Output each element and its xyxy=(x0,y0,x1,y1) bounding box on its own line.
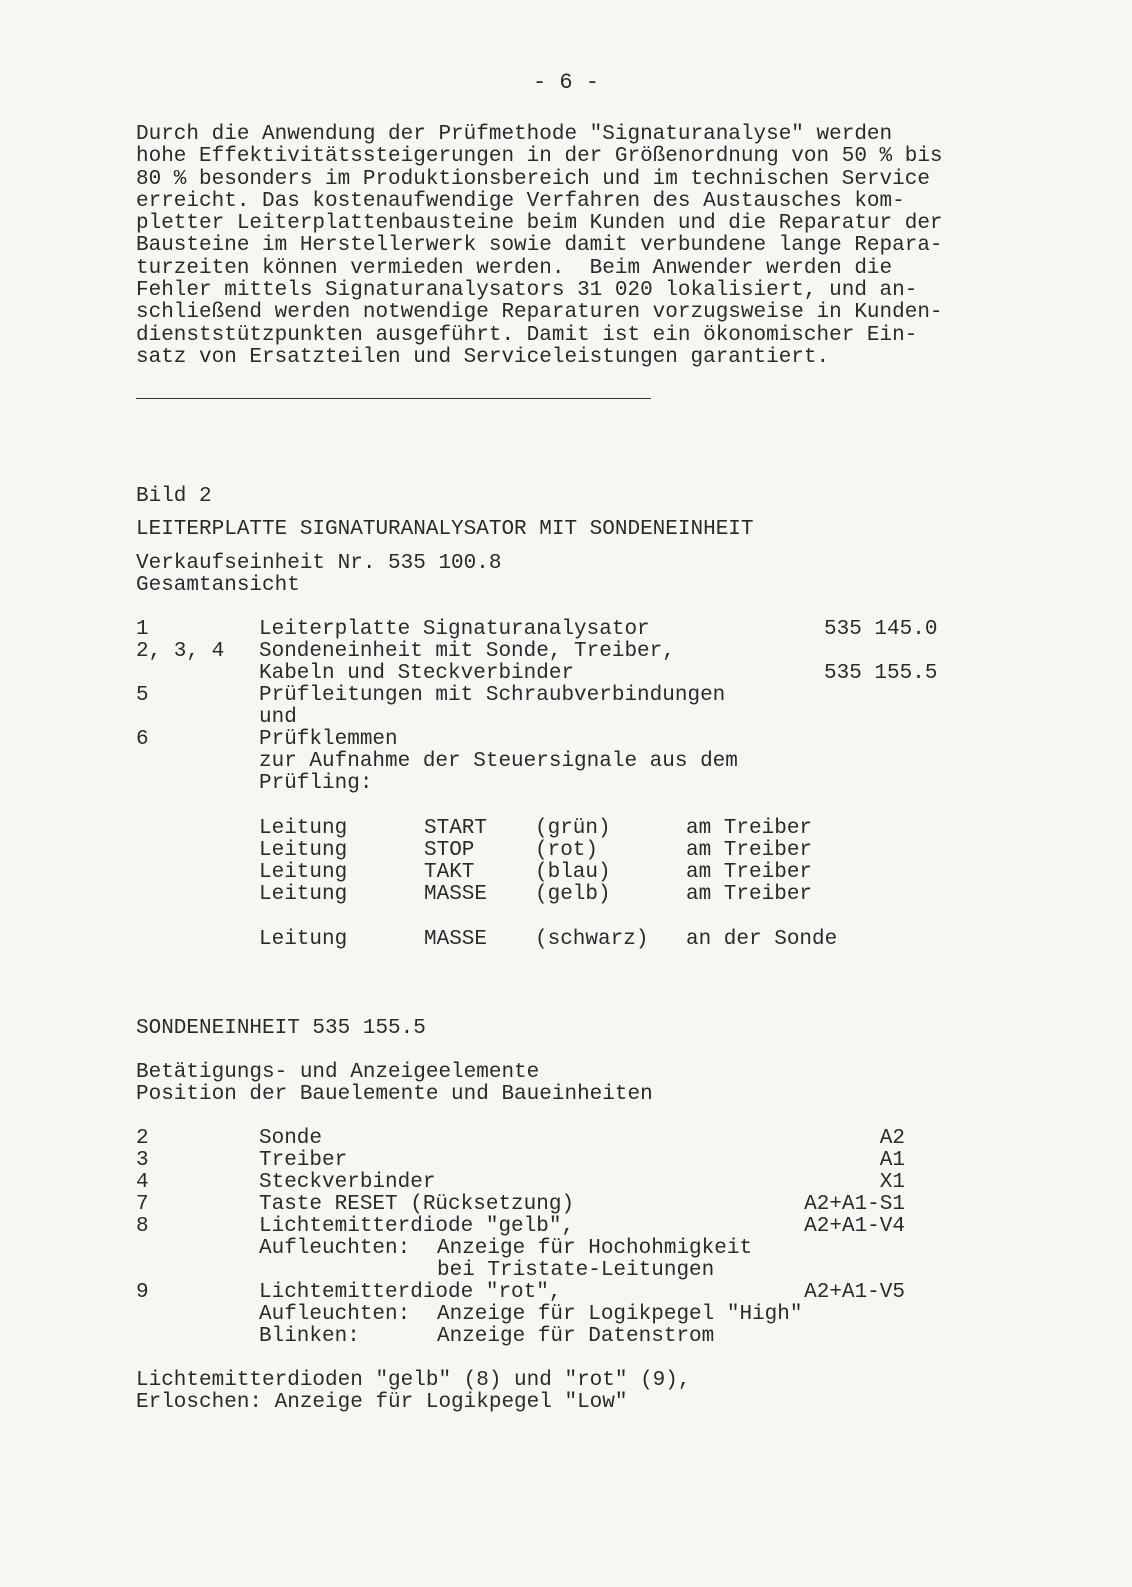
part-desc: Sondeneinheit mit Sonde, Treiber, xyxy=(259,640,675,663)
led-state-text: Anzeige für Logikpegel "High" xyxy=(437,1303,803,1326)
component-ref: A2+A1-V4 xyxy=(804,1215,905,1238)
part-number: 535 155.5 xyxy=(824,662,938,685)
paragraph-line: hohe Effektivitätssteigerungen in der Größenordnung von 50 % bis xyxy=(136,145,943,169)
leitung-location: am Treiber xyxy=(686,861,813,884)
leitung-label: Leitung xyxy=(259,817,348,840)
leitung-label: Leitung xyxy=(259,928,348,951)
paragraph-line: Durch die Anwendung der Prüfmethode "Signaturanalyse" werden xyxy=(136,123,893,146)
figure-title: LEITERPLATTE SIGNATURANALYSATOR MIT SONDENEINHEIT xyxy=(136,518,754,541)
part-desc: Prüfleitungen mit Schraubverbindungen xyxy=(259,684,726,707)
section-subtitle: Betätigungs- und Anzeigeelemente xyxy=(136,1061,540,1084)
component-ref: X1 xyxy=(879,1171,905,1194)
section-divider xyxy=(136,398,651,399)
part-desc: Prüfklemmen xyxy=(259,728,398,751)
leitung-color: (blau) xyxy=(535,861,611,884)
component-desc: Taste RESET (Rücksetzung) xyxy=(259,1193,575,1216)
footer-note: Erloschen: Anzeige für Logikpegel "Low" xyxy=(136,1391,628,1414)
part-pos: 6 xyxy=(136,728,149,751)
section-subtitle: Position der Bauelemente und Baueinheiten xyxy=(136,1083,653,1106)
leitung-signal: MASSE xyxy=(424,883,488,906)
part-desc: Leiterplatte Signaturanalysator xyxy=(259,618,650,641)
part-pos: 1 xyxy=(136,618,149,641)
part-desc: und xyxy=(259,706,297,729)
led-state-text: Anzeige für Datenstrom xyxy=(437,1325,715,1348)
paragraph-line: Bausteine im Herstellerwerk sowie damit verbundene lange Repara- xyxy=(136,234,943,258)
led-state-label: Aufleuchten: xyxy=(259,1237,411,1260)
component-pos: 8 xyxy=(136,1215,149,1238)
component-ref: A2+A1-V5 xyxy=(804,1281,905,1304)
leitung-signal: STOP xyxy=(424,839,475,862)
leitung-signal: TAKT xyxy=(424,861,475,884)
part-pos: 5 xyxy=(136,684,149,707)
led-state-label: Aufleuchten: xyxy=(259,1303,411,1326)
part-desc: zur Aufnahme der Steuersignale aus dem xyxy=(259,750,738,773)
paragraph-line: satz von Ersatzteilen und Serviceleistungen garantiert. xyxy=(136,345,830,369)
footer-note: Lichtemitterdioden "gelb" (8) und "rot" (9), xyxy=(136,1369,691,1392)
leitung-location: am Treiber xyxy=(686,839,813,862)
component-desc: Sonde xyxy=(259,1127,323,1150)
paragraph-line: Fehler mittels Signaturanalysators 31 020 lokalisiert, und an- xyxy=(136,279,918,303)
figure-label: Bild 2 xyxy=(136,485,212,508)
component-desc: Lichtemitterdiode "rot", xyxy=(259,1281,562,1304)
intro-paragraph xyxy=(136,124,1016,369)
leitung-location: am Treiber xyxy=(686,883,813,906)
paragraph-line: dienststützpunkten ausgeführt. Damit ist ein ökonomischer Ein- xyxy=(136,323,918,347)
led-state-text: Anzeige für Hochohmigkeit xyxy=(437,1237,753,1260)
component-ref: A1 xyxy=(879,1149,905,1172)
leitung-label: Leitung xyxy=(259,883,348,906)
led-state-text: bei Tristate-Leitungen xyxy=(437,1259,715,1282)
component-pos: 7 xyxy=(136,1193,149,1216)
component-desc: Steckverbinder xyxy=(259,1171,436,1194)
component-pos: 9 xyxy=(136,1281,149,1304)
leitung-signal: MASSE xyxy=(424,928,488,951)
sales-unit: Verkaufseinheit Nr. 535 100.8 xyxy=(136,552,502,575)
leitung-color: (grün) xyxy=(535,817,611,840)
component-pos: 3 xyxy=(136,1149,149,1172)
leitung-location: an der Sonde xyxy=(686,928,838,951)
component-desc: Lichtemitterdiode "gelb", xyxy=(259,1215,575,1238)
part-pos: 2, 3, 4 xyxy=(136,640,225,663)
component-pos: 2 xyxy=(136,1127,149,1150)
view-label: Gesamtansicht xyxy=(136,574,300,597)
component-desc: Treiber xyxy=(259,1149,348,1172)
part-number: 535 145.0 xyxy=(824,618,938,641)
component-ref: A2 xyxy=(879,1127,905,1150)
paragraph-line: erreicht. Das kostenaufwendige Verfahren des Austausches kom- xyxy=(136,189,905,213)
section-title: SONDENEINHEIT 535 155.5 xyxy=(136,1017,426,1040)
component-pos: 4 xyxy=(136,1171,149,1194)
part-desc: Prüfling: xyxy=(259,772,373,795)
paragraph-line: pletter Leiterplattenbausteine beim Kunden und die Reparatur der xyxy=(136,212,943,236)
paragraph-line: 80 % besonders im Produktionsbereich und im technischen Service xyxy=(136,167,930,191)
leitung-color: (gelb) xyxy=(535,883,611,906)
leitung-location: am Treiber xyxy=(686,817,813,840)
paragraph-line: schließend werden notwendige Reparaturen vorzugsweise in Kunden- xyxy=(136,301,943,325)
led-state-label: Blinken: xyxy=(259,1325,360,1348)
paragraph-line: turzeiten können vermieden werden. Beim Anwender werden die xyxy=(136,256,893,280)
leitung-signal: START xyxy=(424,817,488,840)
page-number: - 6 - xyxy=(532,70,599,95)
leitung-color: (rot) xyxy=(535,839,599,862)
leitung-label: Leitung xyxy=(259,839,348,862)
leitung-label: Leitung xyxy=(259,861,348,884)
part-desc: Kabeln und Steckverbinder xyxy=(259,662,575,685)
component-ref: A2+A1-S1 xyxy=(804,1193,905,1216)
leitung-color: (schwarz) xyxy=(535,928,649,951)
